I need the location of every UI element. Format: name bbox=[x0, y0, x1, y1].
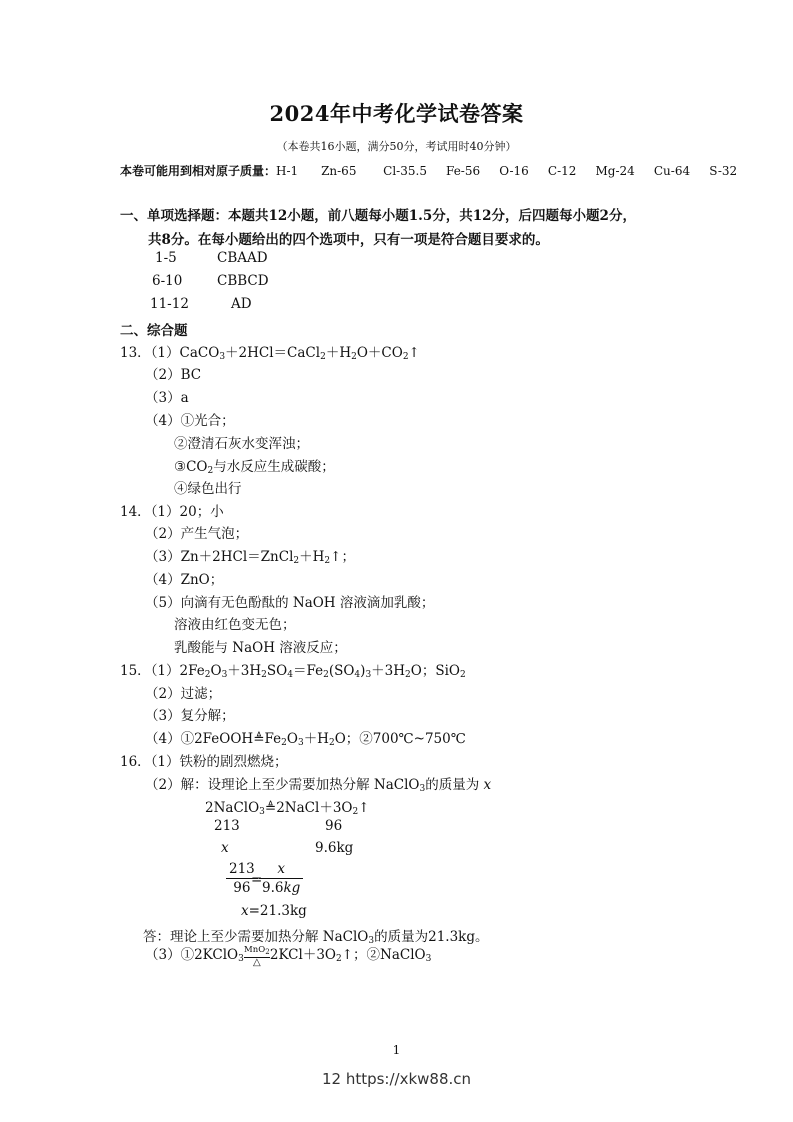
part-label: （4） bbox=[145, 731, 181, 747]
ratio-den-unit: kg bbox=[283, 880, 301, 896]
q15-part1: 15．$(1)2Fe_2O_3+3H_2SO_4=Fe_2(SO_4)_3+3H_2O$；SiO$_2$ bbox=[120, 663, 466, 680]
q16-answer-tail: 的质量为21.3kg。 bbox=[374, 929, 489, 945]
answer-value: CBBCD bbox=[217, 273, 269, 289]
atomic-mass: Fe-56 bbox=[446, 164, 481, 178]
watermark-url[interactable]: 12 https://xkw88.cn bbox=[321, 1070, 472, 1088]
q16-part1-text: （1）铁粉的剧烈燃烧； bbox=[150, 754, 288, 770]
atomic-mass: O-16 bbox=[499, 164, 529, 178]
answer-value: AD bbox=[231, 296, 252, 312]
q13-part4-c-text: 与水反应生成碳酸； bbox=[213, 459, 335, 475]
question-number: 16． bbox=[120, 754, 151, 770]
part-label: （3） bbox=[145, 549, 181, 565]
q14-part4: （4）ZnO； bbox=[145, 572, 224, 588]
page-subtitle: （本卷共16小题，满分50分，考试用时40分钟） bbox=[276, 140, 517, 153]
part-label: （1） bbox=[150, 345, 180, 361]
answer-range: 11-12 bbox=[150, 296, 189, 312]
atomic-mass: Zn-65 bbox=[321, 164, 357, 178]
section1-heading-line2: 共8分。在每小题给出的四个选项中，只有一项是符合题目要求的。 bbox=[148, 232, 549, 248]
answer-value: CBAAD bbox=[217, 250, 268, 266]
q16-equation: $2NaClO_3≜2NaCl+3O_2↑$ bbox=[205, 800, 370, 817]
atomic-mass: S-32 bbox=[709, 164, 738, 178]
q16-part2-intro: （2）解：设理论上至少需要加热分解 NaClO$_3$的质量为 x bbox=[145, 777, 492, 794]
q16-answer: 答：理论上至少需要加热分解 NaClO$_3$的质量为21.3kg。 bbox=[143, 929, 489, 946]
q14-part1-text: （1）20；小 bbox=[150, 504, 224, 520]
fraction-bar bbox=[259, 878, 303, 879]
q13-part4-c: $③CO_2$与水反应生成碳酸； bbox=[174, 459, 335, 476]
question-number: 14． bbox=[120, 504, 151, 520]
section1-heading-line1: 一、单项选择题：本题共12小题，前八题每小题1.5分，共12分，后四题每小题2分， bbox=[120, 208, 636, 224]
q15-part3: （3）复分解； bbox=[145, 708, 235, 724]
atomic-mass: Cl-35.5 bbox=[383, 164, 427, 178]
page-number: 1 bbox=[392, 1043, 401, 1057]
part-label: （3） bbox=[145, 947, 181, 963]
ratio-right-numerator: x bbox=[277, 861, 285, 877]
atomic-mass: H-1 bbox=[276, 164, 299, 178]
q15-part2: （2）过滤； bbox=[145, 686, 222, 702]
question-number: 15． bbox=[120, 663, 151, 679]
q13-part2: （2）BC bbox=[145, 367, 202, 383]
q15-part4-tail: ；②700℃~750℃ bbox=[345, 731, 466, 747]
answer-range: 6-10 bbox=[152, 273, 183, 289]
atomic-masses-label: 本卷可能用到相对原子质量： bbox=[120, 164, 277, 178]
q13-part4-d: ④绿色出行 bbox=[174, 481, 242, 497]
q16-molar-mass-2: 96 bbox=[325, 818, 343, 834]
catalyst-label: MnO$_2$ bbox=[244, 945, 270, 956]
q14-part3: $(3)Zn+2HCl=ZnCl_2+H_2↑$； bbox=[145, 549, 355, 566]
q16-result bbox=[241, 903, 307, 919]
ratio-right bbox=[259, 861, 303, 896]
answer-range: 1-5 bbox=[155, 250, 177, 266]
q14-part2: （2）产生气泡； bbox=[145, 526, 249, 542]
q16-part2-intro-tail: 的质量为 bbox=[425, 777, 480, 793]
q16-result-value: =21.3kg bbox=[248, 903, 307, 919]
q16-part3: （3）①2KClO$_3$ MnO$_2$ △ $2KCl+3O_2↑$；②NaClO$_3$ bbox=[145, 945, 432, 968]
q16-mass: 9.6kg bbox=[315, 840, 354, 856]
reaction-condition bbox=[244, 946, 270, 968]
q16-part3-tail: ；②NaClO bbox=[353, 947, 426, 963]
q14-part5: （5）向滴有无色酚酞的 NaOH 溶液滴加乳酸； bbox=[145, 595, 435, 611]
q16-part2-intro-text: （2）解：设理论上至少需要加热分解 NaClO bbox=[145, 777, 420, 793]
q13-part4-b: ②澄清石灰水变浑浊； bbox=[174, 436, 309, 452]
part-label: （4） bbox=[145, 413, 181, 429]
section2-heading: 二、综合题 bbox=[120, 323, 188, 339]
q13-part4 bbox=[145, 409, 235, 429]
q15-part1-tail: ；SiO bbox=[421, 663, 460, 679]
variable-x: x bbox=[483, 777, 492, 793]
q13-part1: 13．$(1)CaCO_3+2HCl=CaCl_2+H_2O+CO_2↑$ bbox=[120, 345, 420, 362]
atomic-mass: Mg-24 bbox=[595, 164, 635, 178]
q14-part1 bbox=[120, 500, 224, 520]
q14-part5-c: 乳酸能与 NaOH 溶液反应； bbox=[174, 640, 347, 656]
q16-molar-mass-1: 213 bbox=[214, 818, 240, 834]
question-number: 13． bbox=[120, 345, 151, 361]
q13-part3: （3）a bbox=[145, 390, 189, 406]
ratio-den-value: 9.6 bbox=[262, 880, 284, 896]
heat-symbol: △ bbox=[253, 957, 261, 968]
q13-part4-a: ①光合； bbox=[180, 413, 235, 429]
equals-sign: = bbox=[251, 872, 263, 888]
atomic-masses-line bbox=[120, 162, 737, 179]
q16-answer-text: 答：理论上至少需要加热分解 NaClO bbox=[143, 929, 369, 945]
q14-part5-b: 溶液由红色变无色； bbox=[174, 617, 296, 633]
ratio-right-denominator bbox=[259, 880, 303, 896]
q15-part4: $(4)①2FeOOH≜Fe_2O_3+H_2O$；②700℃~750℃ bbox=[145, 731, 466, 748]
variable-x: x bbox=[241, 903, 249, 919]
atomic-mass: Cu-64 bbox=[653, 164, 691, 178]
q16-var-x: x bbox=[221, 840, 229, 856]
ratio-left-denominator: 96 bbox=[233, 880, 251, 896]
q16-part1 bbox=[120, 750, 288, 770]
ratio-left-numerator: 213 bbox=[229, 861, 255, 877]
part-label: （1） bbox=[150, 663, 180, 679]
catalyst-text: MnO bbox=[244, 945, 266, 955]
atomic-mass: C-12 bbox=[547, 164, 577, 178]
page-title: 2024年中考化学试卷答案 bbox=[269, 101, 524, 126]
